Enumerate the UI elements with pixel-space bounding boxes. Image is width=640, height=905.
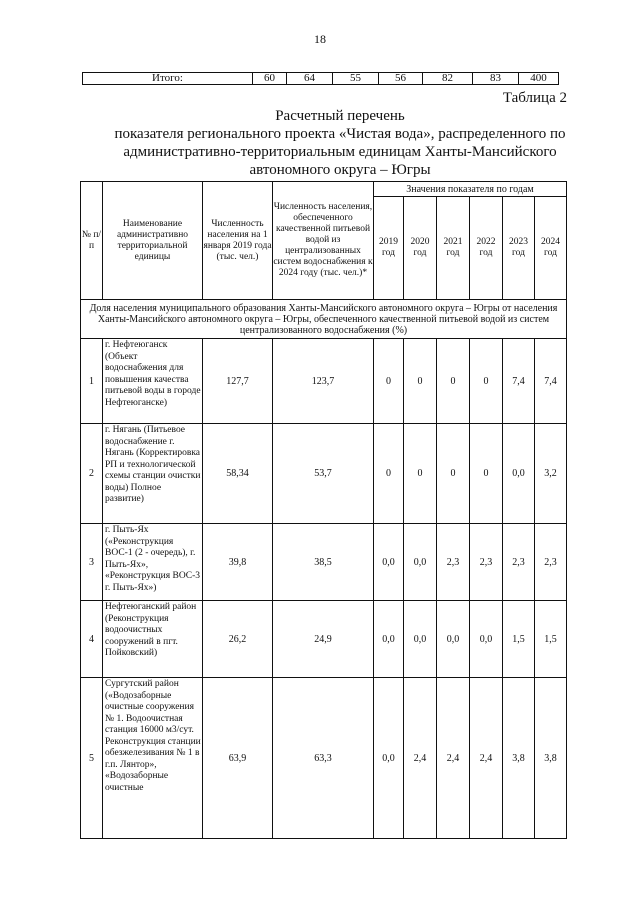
row-population: 26,2 bbox=[203, 601, 273, 678]
row-population: 58,34 bbox=[203, 424, 273, 524]
section-row bbox=[81, 300, 567, 339]
row-value: 0 bbox=[470, 424, 503, 524]
title-line: Расчетный перечень bbox=[275, 108, 405, 124]
header-year: 2021 год bbox=[437, 197, 470, 300]
row-value: 7,4 bbox=[503, 339, 535, 424]
section-title: Доля населения муниципального образования Ханты-Мансийского автономного округа – Югры от населения Ханты-Мансийского автономного округа – Югры, обеспеченного качественной питьевой водой из систем централизованного водоснабжения (%) bbox=[81, 300, 567, 339]
row-value: 1,5 bbox=[503, 601, 535, 678]
totals-value: 60 bbox=[253, 73, 287, 85]
totals-value: 83 bbox=[473, 73, 519, 85]
row-value: 2,3 bbox=[437, 524, 470, 601]
row-number: 4 bbox=[81, 601, 103, 678]
row-population: 63,9 bbox=[203, 678, 273, 839]
totals-value: 55 bbox=[333, 73, 379, 85]
row-value: 1,5 bbox=[535, 601, 567, 678]
row-value: 0,0 bbox=[404, 524, 437, 601]
row-name: г. Пыть-Ях («Реконструкция ВОС-1 (2 - очередь), г. Пыть-Ях», «Реконструкция ВОС-3 г. Пыть-Ях») bbox=[103, 524, 203, 601]
table-number: Таблица 2 bbox=[502, 90, 567, 106]
totals-row bbox=[83, 73, 559, 85]
page-number: 18 bbox=[314, 32, 326, 46]
header-index: № п/п bbox=[81, 182, 103, 300]
row-supplied: 38,5 bbox=[273, 524, 374, 601]
row-value: 0 bbox=[437, 339, 470, 424]
row-value: 0,0 bbox=[437, 601, 470, 678]
row-value: 0,0 bbox=[374, 678, 404, 839]
row-value: 0,0 bbox=[374, 524, 404, 601]
row-value: 3,8 bbox=[503, 678, 535, 839]
row-name: Нефтеюганский район (Реконструкция водоочистных сооружений в пгт. Пойковский) bbox=[103, 601, 203, 678]
row-supplied: 53,7 bbox=[273, 424, 374, 524]
row-value: 0 bbox=[470, 339, 503, 424]
indicator-table bbox=[80, 181, 567, 839]
header-year: 2024 год bbox=[535, 197, 567, 300]
row-value: 2,4 bbox=[404, 678, 437, 839]
row-supplied: 123,7 bbox=[273, 339, 374, 424]
row-population: 39,8 bbox=[203, 524, 273, 601]
title-line: автономного округа – Югры bbox=[249, 162, 431, 178]
row-population: 127,7 bbox=[203, 339, 273, 424]
table-row bbox=[81, 424, 567, 524]
row-value: 2,3 bbox=[535, 524, 567, 601]
totals-label: Итого: bbox=[83, 73, 253, 85]
row-value: 0,0 bbox=[470, 601, 503, 678]
totals-value: 400 bbox=[519, 73, 559, 85]
header-year: 2023 год bbox=[503, 197, 535, 300]
row-value: 2,3 bbox=[503, 524, 535, 601]
row-number: 1 bbox=[81, 339, 103, 424]
row-name: г. Нягань (Питьевое водоснабжение г. Нягань (Корректировка РП и технологической схемы станции очистки воды) Полное развитие) bbox=[103, 424, 203, 524]
table-title bbox=[90, 107, 590, 179]
row-value: 3,8 bbox=[535, 678, 567, 839]
row-number: 5 bbox=[81, 678, 103, 839]
row-value: 2,3 bbox=[470, 524, 503, 601]
row-value: 0 bbox=[374, 424, 404, 524]
table-row bbox=[81, 524, 567, 601]
totals-value: 82 bbox=[423, 73, 473, 85]
header-years-group: Значения показателя по годам bbox=[374, 182, 567, 197]
row-value: 7,4 bbox=[535, 339, 567, 424]
totals-value: 64 bbox=[287, 73, 333, 85]
header-row bbox=[81, 182, 567, 197]
row-supplied: 24,9 bbox=[273, 601, 374, 678]
row-value: 0,0 bbox=[374, 601, 404, 678]
row-number: 3 bbox=[81, 524, 103, 601]
row-number: 2 bbox=[81, 424, 103, 524]
row-value: 0 bbox=[374, 339, 404, 424]
row-value: 3,2 bbox=[535, 424, 567, 524]
table-row bbox=[81, 678, 567, 839]
title-line: административно-территориальным единицам Ханты-Мансийского bbox=[123, 144, 557, 160]
title-line: показателя регионального проекта «Чистая вода», распределенного по bbox=[114, 126, 566, 142]
header-name: Наименование административно территориальной единицы bbox=[103, 182, 203, 300]
row-supplied: 63,3 bbox=[273, 678, 374, 839]
header-year: 2020 год bbox=[404, 197, 437, 300]
table-row bbox=[81, 339, 567, 424]
table-row bbox=[81, 601, 567, 678]
header-year: 2019 год bbox=[374, 197, 404, 300]
row-value: 0,0 bbox=[404, 601, 437, 678]
header-population: Численность населения на 1 января 2019 года (тыс. чел.) bbox=[203, 182, 273, 300]
header-supplied: Численность населения, обеспеченного качественной питьевой водой из централизованных систем водоснабжения к 2024 году (тыс. чел.)* bbox=[273, 182, 374, 300]
totals-value: 56 bbox=[379, 73, 423, 85]
row-name: Сургутский район («Водозаборные очистные сооружения № 1. Водоочистная станция 16000 м3/сут. Реконструкция станции обезжелезивания № 1 в г.п. Лянтор», «Водозаборные очистные bbox=[103, 678, 203, 839]
totals-table bbox=[82, 72, 559, 85]
header-year: 2022 год bbox=[470, 197, 503, 300]
row-value: 0 bbox=[404, 424, 437, 524]
row-value: 2,4 bbox=[437, 678, 470, 839]
row-value: 0 bbox=[437, 424, 470, 524]
row-value: 0,0 bbox=[503, 424, 535, 524]
row-name: г. Нефтеюганск (Объект водоснабжения для повышения качества питьевой воды в городе Нефтеюганске) bbox=[103, 339, 203, 424]
row-value: 2,4 bbox=[470, 678, 503, 839]
row-value: 0 bbox=[404, 339, 437, 424]
